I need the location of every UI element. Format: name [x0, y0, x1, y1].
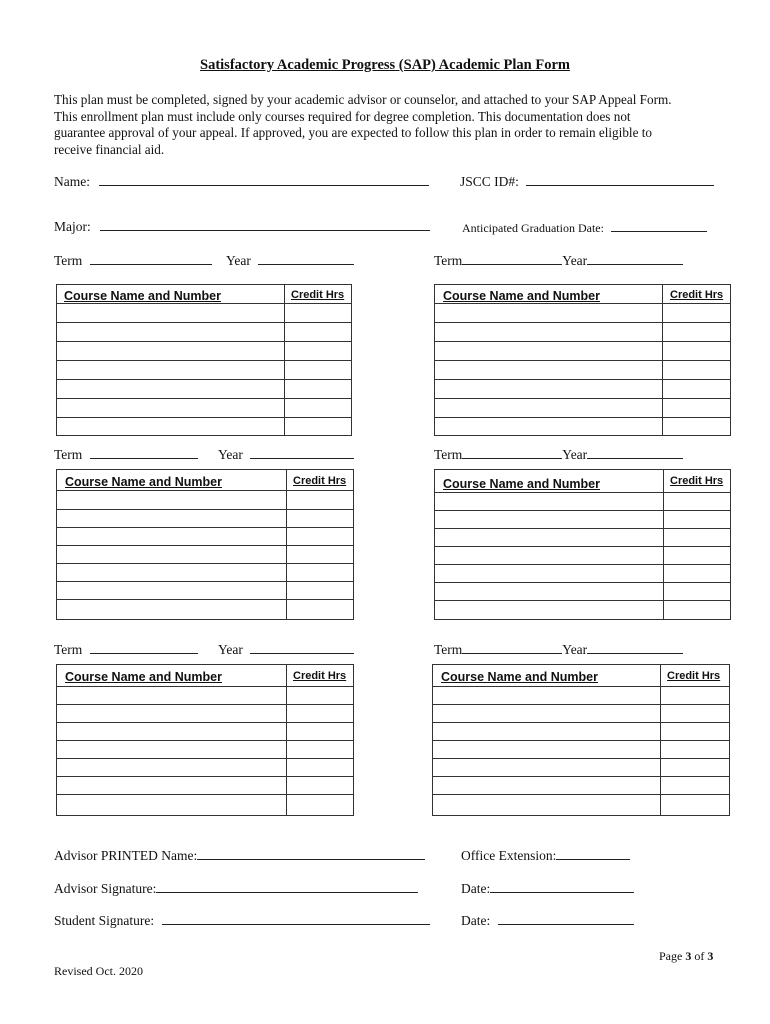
graduation-date-line[interactable] — [611, 220, 707, 232]
table-row[interactable] — [57, 360, 351, 361]
jscc-id-label: JSCC ID#: — [460, 174, 519, 189]
table-row[interactable] — [433, 776, 729, 777]
table-row[interactable] — [57, 490, 353, 491]
year-label: Year — [562, 642, 588, 657]
table-row[interactable] — [435, 417, 730, 418]
office-extension-field[interactable] — [461, 848, 630, 864]
advisor-signature-label: Advisor Signature: — [54, 881, 157, 896]
page-number — [659, 949, 713, 964]
term-line[interactable] — [462, 642, 562, 654]
table-row[interactable] — [57, 341, 351, 342]
year-line[interactable] — [587, 253, 683, 265]
table-row[interactable] — [57, 303, 351, 304]
table-row[interactable] — [57, 758, 353, 759]
intro-line: receive financial aid. — [54, 141, 165, 157]
table-row[interactable] — [57, 740, 353, 741]
year-label: Year — [226, 253, 251, 268]
credit-header: Credit Hrs — [670, 475, 724, 487]
intro-line: guarantee approval of your appeal. If approved, you are expected to follow this plan in order to remain eligible to — [54, 125, 652, 140]
table-row[interactable] — [435, 546, 730, 547]
year-label: Year — [218, 447, 243, 462]
table-row[interactable] — [57, 722, 353, 723]
table-row[interactable] — [435, 582, 730, 583]
table-row[interactable] — [433, 794, 729, 795]
year-field[interactable] — [218, 642, 354, 658]
table-row[interactable] — [433, 758, 729, 759]
term-label: Term — [54, 253, 83, 268]
student-signature-label: Student Signature: — [54, 913, 155, 928]
course-table — [56, 284, 352, 436]
table-row[interactable] — [57, 581, 353, 582]
graduation-date-field[interactable] — [462, 220, 707, 236]
year-line[interactable] — [250, 447, 354, 459]
table-row[interactable] — [57, 599, 353, 600]
table-row[interactable] — [57, 545, 353, 546]
year-label: Year — [218, 642, 243, 657]
term-line[interactable] — [90, 447, 198, 459]
term-line[interactable] — [90, 253, 212, 265]
term-line[interactable] — [462, 253, 562, 265]
table-row[interactable] — [435, 492, 730, 493]
table-row[interactable] — [433, 704, 729, 705]
term-field[interactable] — [434, 642, 683, 658]
advisor-date-field[interactable] — [461, 881, 634, 897]
table-row[interactable] — [57, 509, 353, 510]
credit-header: Credit Hrs — [293, 670, 347, 682]
table-row[interactable] — [435, 398, 730, 399]
course-header: Course Name and Number — [65, 475, 222, 489]
course-header: Course Name and Number — [443, 477, 600, 491]
term-label: Term — [54, 642, 83, 657]
table-row[interactable] — [433, 722, 729, 723]
year-line[interactable] — [587, 447, 683, 459]
year-field[interactable] — [226, 253, 354, 269]
year-line[interactable] — [250, 642, 354, 654]
page-of: of — [694, 949, 705, 963]
table-row[interactable] — [433, 686, 729, 687]
credit-header: Credit Hrs — [670, 289, 724, 301]
table-row[interactable] — [435, 322, 730, 323]
intro-line: This enrollment plan must include only courses required for degree completion. This documentation does not — [54, 108, 631, 124]
intro-paragraph — [54, 92, 724, 158]
table-row[interactable] — [435, 303, 730, 304]
table-row[interactable] — [57, 686, 353, 687]
jscc-id-field[interactable] — [460, 174, 714, 190]
table-row[interactable] — [57, 776, 353, 777]
major-line[interactable] — [100, 219, 430, 231]
advisor-signature-field[interactable] — [54, 881, 418, 897]
intro-line: This plan must be completed, signed by your academic advisor or counselor, and attached to your SAP Appeal Form. — [54, 92, 672, 107]
year-label: Year — [562, 253, 588, 268]
credit-header: Credit Hrs — [291, 289, 345, 301]
table-row[interactable] — [433, 740, 729, 741]
office-extension-label: Office Extension: — [461, 848, 557, 863]
page-total: 3 — [707, 949, 714, 963]
student-signature-line[interactable] — [162, 913, 430, 925]
revision-note: Revised Oct. 2020 — [54, 964, 143, 978]
major-label: Major: — [54, 219, 91, 234]
course-header: Course Name and Number — [441, 670, 598, 684]
table-row[interactable] — [435, 510, 730, 511]
table-row[interactable] — [57, 322, 351, 323]
year-line[interactable] — [587, 642, 683, 654]
student-date-line[interactable] — [498, 913, 634, 925]
year-field[interactable] — [218, 447, 354, 463]
table-row[interactable] — [435, 528, 730, 529]
table-row[interactable] — [435, 564, 730, 565]
table-row[interactable] — [57, 794, 353, 795]
table-row[interactable] — [57, 379, 351, 380]
term-field[interactable] — [434, 447, 683, 463]
course-table — [56, 664, 354, 816]
form-title: Satisfactory Academic Progress (SAP) Academic Plan Form — [200, 57, 570, 73]
table-row[interactable] — [57, 563, 353, 564]
advisor-name-label: Advisor PRINTED Name: — [54, 848, 198, 863]
table-row[interactable] — [57, 417, 351, 418]
course-table — [56, 469, 354, 620]
table-row[interactable] — [57, 527, 353, 528]
student-signature-field[interactable] — [54, 913, 430, 929]
jscc-id-line[interactable] — [526, 174, 714, 186]
name-field[interactable] — [54, 174, 429, 190]
table-row[interactable] — [57, 704, 353, 705]
course-header: Course Name and Number — [443, 289, 600, 303]
term-line[interactable] — [462, 447, 562, 459]
table-row[interactable] — [435, 600, 730, 601]
student-date-label: Date: — [461, 913, 491, 928]
advisor-name-line[interactable] — [197, 848, 425, 860]
graduation-date-label: Anticipated Graduation Date: — [462, 221, 604, 235]
term-field[interactable] — [434, 253, 683, 269]
advisor-date-line[interactable] — [490, 881, 634, 893]
year-label: Year — [562, 447, 588, 462]
advisor-name-field[interactable] — [54, 848, 425, 864]
credit-header: Credit Hrs — [293, 475, 347, 487]
advisor-date-label: Date: — [461, 881, 491, 896]
course-header: Course Name and Number — [65, 670, 222, 684]
page-current: 3 — [685, 949, 692, 963]
page-prefix: Page — [659, 949, 683, 963]
term-field[interactable] — [54, 447, 198, 463]
course-header: Course Name and Number — [64, 289, 221, 303]
credit-header: Credit Hrs — [667, 670, 721, 682]
table-row[interactable] — [435, 341, 730, 342]
name-line[interactable] — [99, 174, 429, 186]
course-table — [434, 284, 731, 436]
course-table — [434, 469, 731, 620]
term-field[interactable] — [54, 253, 212, 269]
term-field[interactable] — [54, 642, 198, 658]
major-field[interactable] — [54, 219, 430, 235]
table-row[interactable] — [435, 360, 730, 361]
course-table — [432, 664, 730, 816]
year-line[interactable] — [258, 253, 354, 265]
name-label: Name: — [54, 174, 90, 189]
office-extension-line[interactable] — [556, 848, 630, 860]
term-label: Term — [434, 447, 463, 462]
table-row[interactable] — [435, 379, 730, 380]
advisor-signature-line[interactable] — [156, 881, 418, 893]
term-label: Term — [54, 447, 83, 462]
term-label: Term — [434, 253, 463, 268]
term-label: Term — [434, 642, 463, 657]
term-line[interactable] — [90, 642, 198, 654]
student-date-field[interactable] — [461, 913, 634, 929]
table-row[interactable] — [57, 398, 351, 399]
